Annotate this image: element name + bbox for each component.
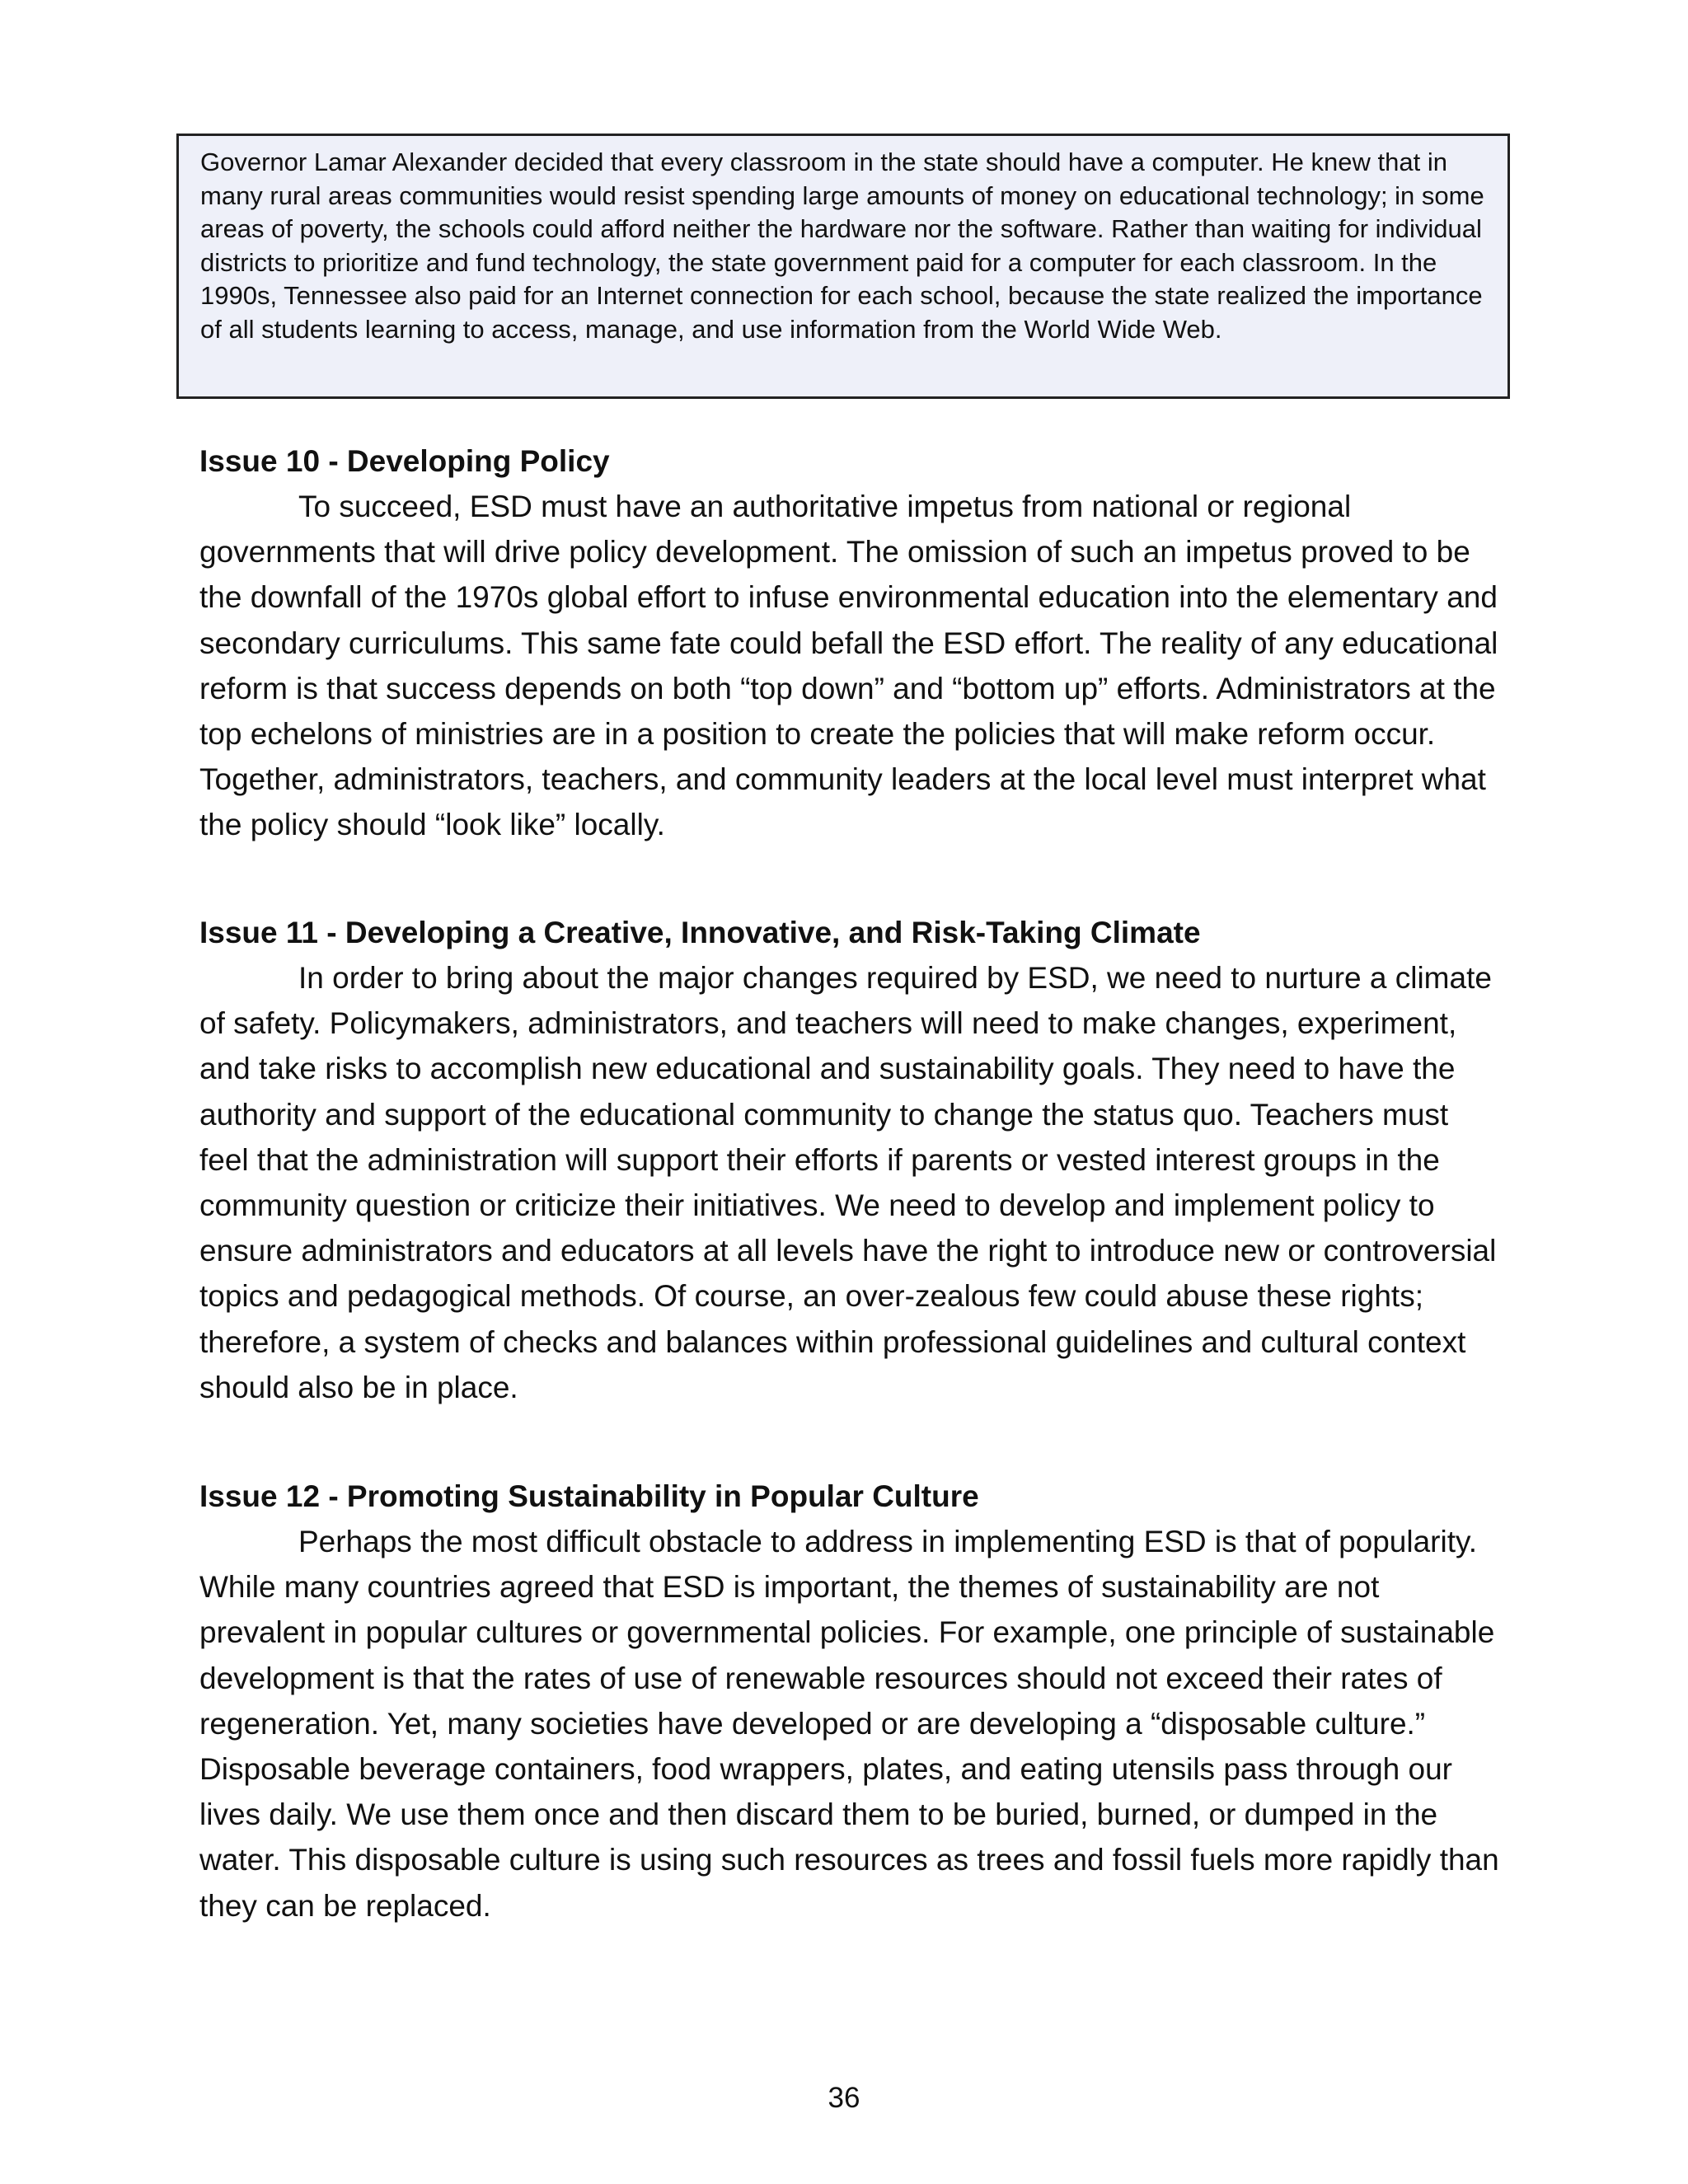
section-issue-11 (199, 910, 1502, 1410)
section-issue-12 (199, 1474, 1502, 1929)
page-number: 36 (828, 2082, 860, 2114)
heading-issue-10: Issue 10 - Developing Policy (199, 444, 610, 478)
heading-issue-12: Issue 12 - Promoting Sustainability in Popular Culture (199, 1479, 979, 1513)
body-issue-10: To succeed, ESD must have an authoritative impetus from national or regional governments that will drive policy development. The omission of such an impetus proved to be the downfall of the 1970s global effort to infuse environmental education into the elementary and secondary curriculums. This same fate could befall the ESD effort. The reality of any educational reform is that success depends on both “top down” and “bottom up” efforts. Administrators at the top echelons of ministries are in a position to create the policies that will make reform occur. Together, administrators, teachers, and community leaders at the local level must interpret what the policy should “look like” locally. (199, 490, 1498, 842)
heading-issue-11: Issue 11 - Developing a Creative, Innovative, and Risk-Taking Climate (199, 916, 1201, 949)
section-issue-10 (199, 438, 1502, 848)
body-issue-11: In order to bring about the major changes required by ESD, we need to nurture a climate of safety. Policymakers, administrators, and teachers will need to make changes, experiment, and take risks to accomplish new educational and sustainability goals. They need to have the authority and support of the educational community to change the status quo. Teachers must feel that the administration will support their efforts if parents or vested interest groups in the community question or criticize their initiatives. We need to develop and implement policy to ensure administrators and educators at all levels have the right to introduce new or controversial topics and pedagogical methods. Of course, an over-zealous few could abuse these rights; therefore, a system of checks and balances within professional guidelines and cultural context should also be in place. (199, 961, 1497, 1404)
tennessee-callout-box (176, 134, 1510, 399)
body-issue-12: Perhaps the most difficult obstacle to address in implementing ESD is that of popularity. While many countries agreed that ESD is important, the themes of sustainability are not prevalent in popular cultures or governmental policies. For example, one principle of sustainable development is that the rates of use of renewable resources should not exceed their rates of regeneration. Yet, many societies have developed or are developing a “disposable culture.” Disposable beverage containers, food wrappers, plates, and eating utensils pass through our lives daily. We use them once and then discard them to be buried, burned, or dumped in the water. This disposable culture is using such resources as trees and fossil fuels more rapidly than they can be replaced. (199, 1525, 1499, 1923)
callout-text: Governor Lamar Alexander decided that every classroom in the state should have a computer. He knew that in many rural areas communities would resist spending large amounts of money on educational technology; in some areas of poverty, the schools could afford neither the hardware nor the software. Rather than waiting for individual districts to prioritize and fund technology, the state government paid for a computer for each classroom. In the 1990s, Tennessee also paid for an Internet connection for each school, because the state realized the importance of all students learning to access, manage, and use information from the World Wide Web. (200, 148, 1484, 344)
